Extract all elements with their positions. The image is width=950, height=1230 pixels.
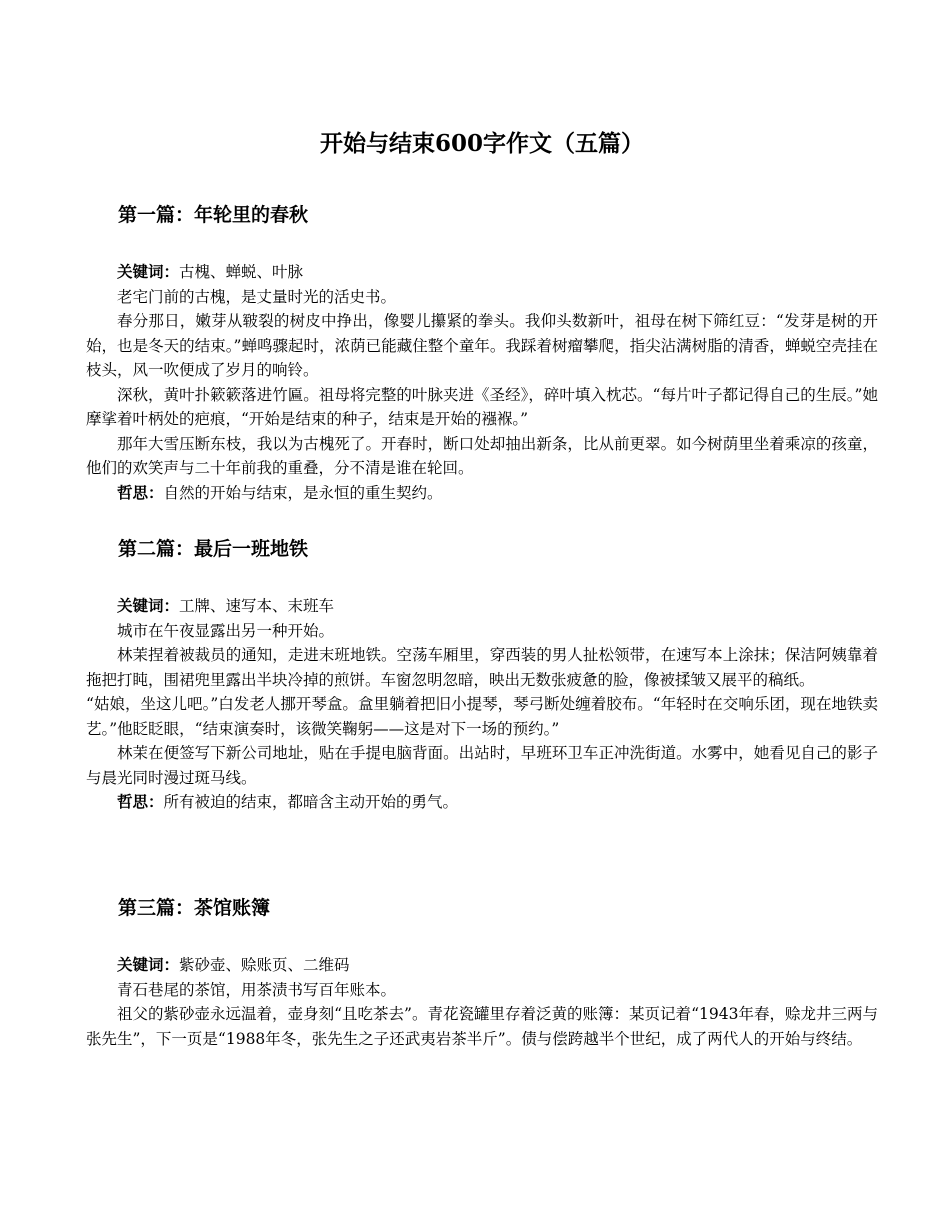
document-title: 开始与结束600字作文（五篇）: [319, 130, 644, 157]
essay-3-body: [86, 953, 878, 1051]
essay-2-heading: 第二篇：最后一班地铁: [118, 538, 309, 560]
reflection-text: 所有被迫的结束，都暗含主动开始的勇气。: [163, 793, 459, 811]
essay-2-reflection: [86, 790, 878, 815]
essay-2-body: [86, 594, 878, 815]
essay-3-heading: 第三篇：茶馆账簿: [118, 897, 271, 919]
reflection-label: 哲思：: [117, 482, 164, 502]
paragraph: “姑娘，坐这儿吧。”白发老人挪开琴盒。盒里躺着把旧小提琴，琴弓断处缠着胶布。“年轻时在交响乐团，现在地铁卖艺。”他眨眨眼，“结束演奏时，该微笑鞠躬——这是对下一场的预约。”: [86, 695, 878, 738]
paragraph: 深秋，黄叶扑簌簌落进竹匾。祖母将完整的叶脉夹进《圣经》，碎叶填入枕芯。“每片叶子都记得自己的生辰。”她摩挲着叶柄处的疤痕，“开始是结束的种子，结束是开始的襁褓。”: [86, 385, 878, 428]
paragraph: 青石巷尾的茶馆，用茶渍书写百年账本。: [117, 980, 397, 999]
paragraph: 城市在午夜显露出另一种开始。: [117, 621, 335, 640]
essay-3-keywords: [86, 953, 878, 978]
paragraph: 林茉在便签写下新公司地址，贴在手提电脑背面。出站时，早班环卫车正冲洗街道。水雾中，她看见自己的影子与晨光同时漫过斑马线。: [86, 744, 878, 787]
keywords-label: 关键词：: [117, 262, 180, 281]
keywords-text: 工牌、速写本、末班车: [179, 597, 335, 615]
keywords-label: 关键词：: [117, 955, 180, 974]
keywords-label: 关键词：: [117, 596, 180, 615]
paragraph: 那年大雪压断东枝，我以为古槐死了。开春时，断口处却抽出新条，比从前更翠。如今树荫里坐着乘凉的孩童，他们的欢笑声与二十年前我的重叠，分不清是谁在轮回。: [86, 434, 878, 477]
keywords-text: 古槐、蝉蜕、叶脉: [179, 263, 304, 281]
essay-1-reflection: [86, 481, 878, 506]
paragraph: 春分那日，嫩芽从皲裂的树皮中挣出，像婴儿攥紧的拳头。我仰头数新叶，祖母在树下筛红豆：“发芽是树的开始，也是冬天的结束。”蝉鸣骤起时，浓荫已能藏住整个童年。我踩着树瘤攀爬，指尖沾满树脂的清香，蝉蜕空壳挂在枝头，风一吹便成了岁月的响铃。: [86, 312, 878, 379]
essay-2-keywords: [86, 594, 878, 619]
reflection-text: 自然的开始与结束，是永恒的重生契约。: [163, 483, 443, 502]
essay-1-body: [86, 260, 878, 505]
paragraph: 祖父的紫砂壶永远温着，壶身刻“且吃茶去”。青花瓷罐里存着泛黄的账簿：某页记着“1943年春，赊龙井三两与张先生”，下一页是“1988年冬，张先生之子还武夷岩茶半斤”。债与偿跨越半个世纪，成了两代人的开始与终结。: [86, 1005, 878, 1048]
essay-1-keywords: [86, 260, 878, 285]
paragraph: 老宅门前的古槐，是丈量时光的活史书。: [117, 287, 397, 306]
reflection-label: 哲思：: [117, 792, 164, 811]
keywords-text: 紫砂壶、赊账页、二维码: [179, 956, 350, 974]
paragraph: 林茉捏着被裁员的通知，走进末班地铁。空荡车厢里，穿西装的男人扯松领带，在速写本上涂抹；保洁阿姨靠着拖把打盹，围裙兜里露出半块冷掉的煎饼。车窗忽明忽暗，映出无数张疲惫的脸，像被揉皱又展平的稿纸。: [86, 646, 878, 689]
essay-1-heading: 第一篇：年轮里的春秋: [118, 204, 309, 226]
